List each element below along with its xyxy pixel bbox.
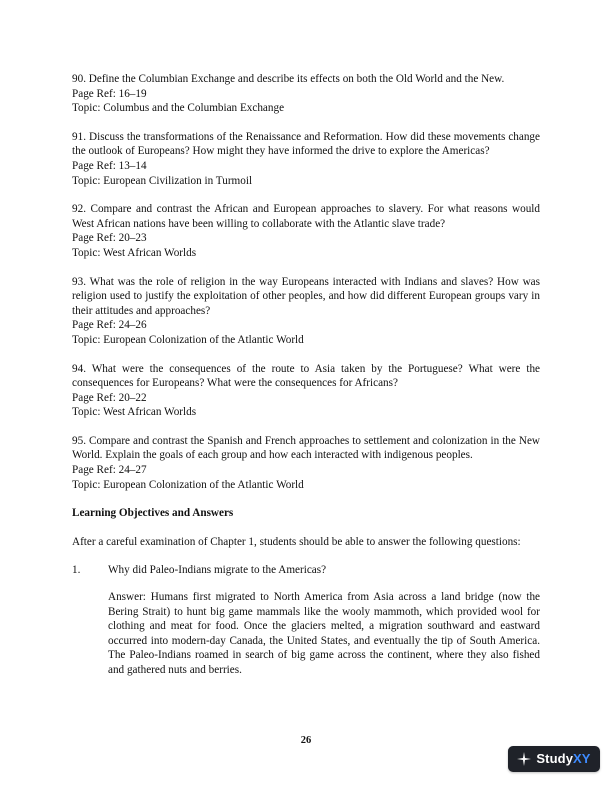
question-90 xyxy=(72,72,540,116)
question-92 xyxy=(72,202,540,260)
question-text: 94. What were the consequences of the route to Asia taken by the Portuguese? What were the consequences for Europeans? What were the consequences for Africans? xyxy=(72,362,540,390)
page-ref: Page Ref: 24–27 xyxy=(72,464,147,477)
learning-objective-item xyxy=(72,563,540,677)
page-ref: Page Ref: 16–19 xyxy=(72,87,147,100)
page-ref: Page Ref: 20–22 xyxy=(72,391,147,404)
question-94 xyxy=(72,362,540,420)
brand-name xyxy=(536,752,590,767)
topic: Topic: West African Worlds xyxy=(72,406,197,419)
question-text: 93. What was the role of religion in the way Europeans interacted with Indians and slaves? How was religion used to justify the exploitation of other peoples, and how did different European groups vary in their attitudes and approaches? xyxy=(72,275,540,317)
item-question: Why did Paleo-Indians migrate to the Americas? xyxy=(108,564,327,577)
question-text: 92. Compare and contrast the African and European approaches to slavery. For what reasons would West African nations have been willing to collaborate with the Atlantic slave trade? xyxy=(72,203,540,230)
studyxy-badge[interactable] xyxy=(508,746,600,772)
page-ref: Page Ref: 24–26 xyxy=(72,319,147,332)
learning-intro: After a careful examination of Chapter 1, students should be able to answer the following questions: xyxy=(72,535,521,548)
item-answer: Answer: Humans first migrated to North America from Asia across a land bridge (now the Bering Strait) to hunt big game mammals like the wooly mammoth, which provided wool for clothing and meat for food. Once the glaciers melted, a migration southward and eastward occurred into modern-day Canada, the United States, and eventually the tip of South America. The Paleo-Indians roamed in search of big game across the continent, where they also fished and gathered nuts and berries. xyxy=(108,591,540,676)
question-text: 95. Compare and contrast the Spanish and French approaches to settlement and colonization in the New World. Explain the goals of each group and how each interacted with indigenous peoples. xyxy=(72,434,540,462)
page-number: 26 xyxy=(300,735,312,746)
document-page xyxy=(72,72,540,690)
question-91 xyxy=(72,130,540,188)
topic: Topic: European Colonization of the Atlantic World xyxy=(72,333,304,346)
question-text: 90. Define the Columbian Exchange and describe its effects on both the Old World and the New. xyxy=(72,73,505,85)
brand-name-part2: XY xyxy=(573,750,591,766)
section-heading: Learning Objectives and Answers xyxy=(72,507,234,520)
question-95 xyxy=(72,434,540,492)
plus-sparkle-icon xyxy=(517,752,531,766)
question-text: 91. Discuss the transformations of the Renaissance and Reformation. How did these movements change the outlook of Europeans? How might they have informed the drive to explore the Americas? xyxy=(72,130,540,158)
page-ref: Page Ref: 13–14 xyxy=(72,159,147,172)
topic: Topic: European Colonization of the Atlantic World xyxy=(72,478,304,491)
topic: Topic: West African Worlds xyxy=(72,246,197,259)
question-93 xyxy=(72,275,540,348)
topic: Topic: European Civilization in Turmoil xyxy=(72,174,253,187)
item-number: 1. xyxy=(72,564,81,577)
brand-name-part1: Study xyxy=(536,750,574,766)
topic: Topic: Columbus and the Columbian Exchange xyxy=(72,102,285,115)
item-body xyxy=(108,563,540,677)
page-ref: Page Ref: 20–23 xyxy=(72,232,147,245)
